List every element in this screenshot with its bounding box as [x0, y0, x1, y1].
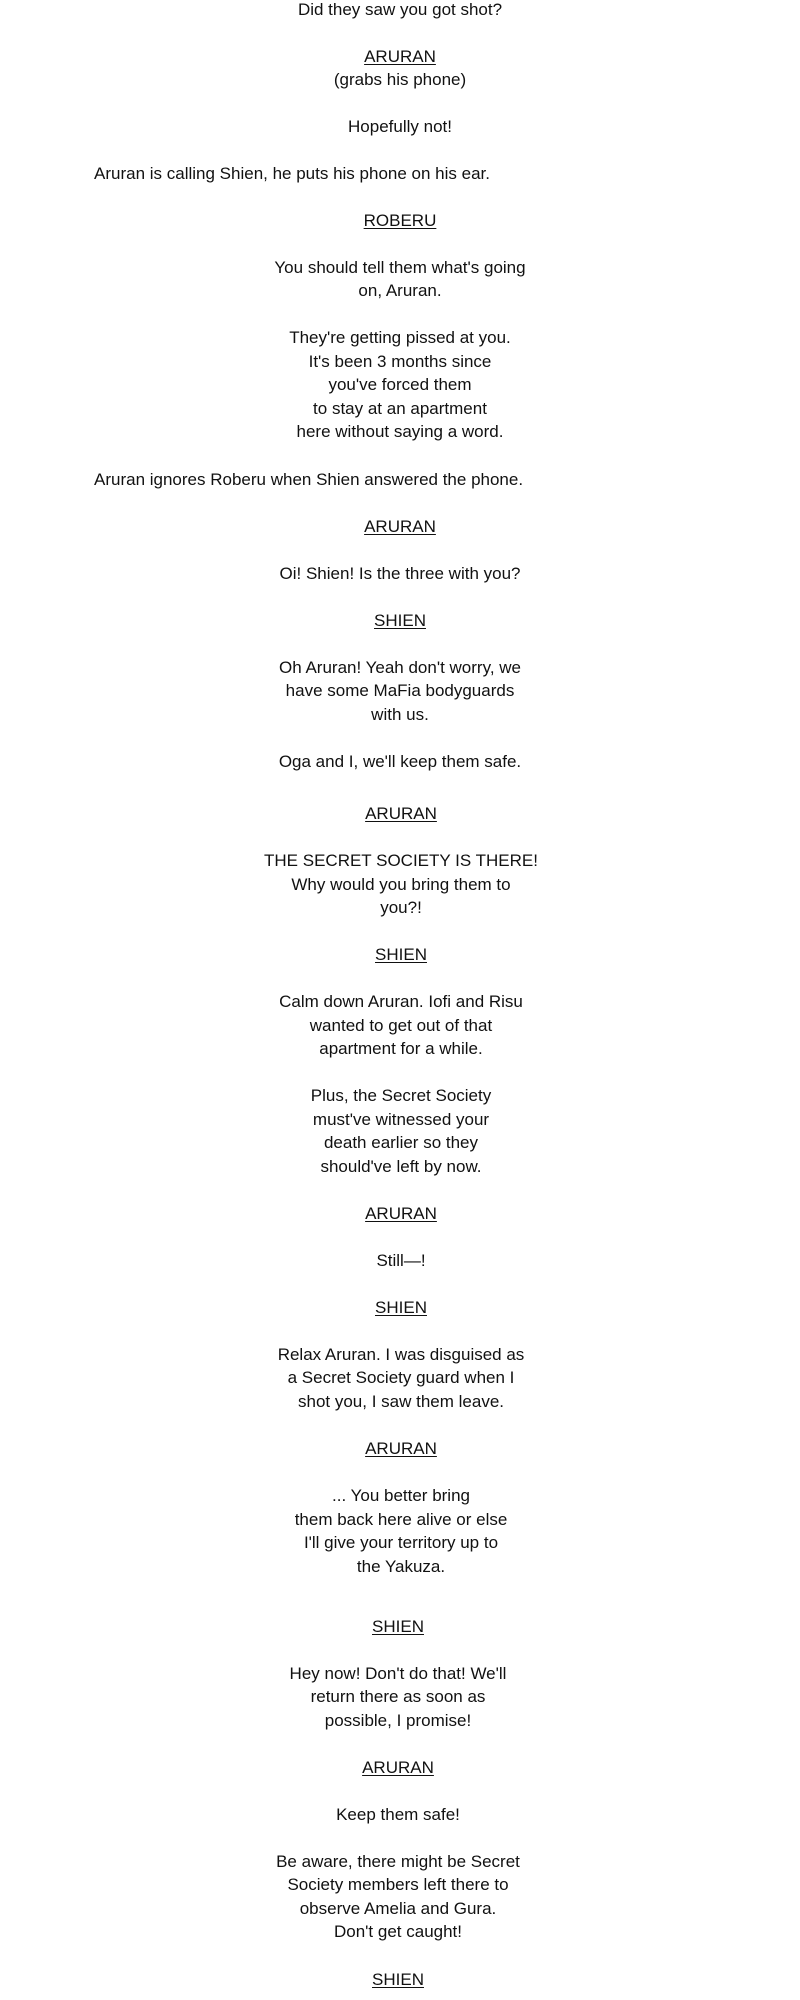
character-name: ARURAN — [362, 1758, 434, 1777]
dialogue-line: Oga and I, we'll keep them safe. — [278, 752, 522, 771]
dialogue-line: ... You better bring — [332, 1486, 470, 1505]
dialogue-line: They're getting pissed at you. — [289, 328, 511, 347]
dialogue-line: Keep them safe! — [336, 1805, 460, 1824]
parenthetical-line: (grabs his phone) — [333, 70, 467, 89]
character-name: ARURAN — [364, 47, 436, 66]
character-name: SHIEN — [372, 1617, 424, 1636]
dialogue-line: Still—! — [376, 1251, 426, 1270]
dialogue-line: Oi! Shien! Is the three with you? — [279, 564, 521, 583]
dialogue-line: Why would you bring them to — [291, 875, 511, 894]
dialogue-line: Oh Aruran! Yeah don't worry, we — [278, 658, 522, 677]
dialogue-line: them back here alive or else — [294, 1510, 508, 1529]
dialogue-line: should've left by now. — [320, 1157, 482, 1176]
dialogue-line: Don't get caught! — [334, 1922, 462, 1941]
dialogue-line: death earlier so they — [323, 1133, 479, 1152]
character-name: SHIEN — [372, 1970, 424, 1989]
character-name: ARURAN — [364, 517, 436, 536]
dialogue-line: have some MaFia bodyguards — [285, 681, 515, 700]
character-name: ARURAN — [365, 1204, 437, 1223]
dialogue-line: the Yakuza. — [356, 1557, 446, 1576]
character-name: SHIEN — [375, 1298, 427, 1317]
dialogue-line: you've forced them — [328, 375, 472, 394]
dialogue-line: Hey now! Don't do that! We'll — [289, 1664, 507, 1683]
dialogue-line: on, Aruran. — [358, 281, 442, 300]
dialogue-line: Relax Aruran. I was disguised as — [277, 1345, 525, 1364]
character-name: ARURAN — [365, 1439, 437, 1458]
dialogue-line: I'll give your territory up to — [303, 1533, 499, 1552]
dialogue-line: shot you, I saw them leave. — [298, 1392, 504, 1411]
dialogue-line: with us. — [371, 705, 429, 724]
character-name: SHIEN — [375, 945, 427, 964]
dialogue-line: Calm down Aruran. Iofi and Risu — [279, 992, 523, 1011]
dialogue-line: wanted to get out of that — [309, 1016, 493, 1035]
action-line: Aruran ignores Roberu when Shien answered the phone. — [94, 470, 524, 489]
dialogue-line: Be aware, there might be Secret — [276, 1852, 520, 1871]
dialogue-line: apartment for a while. — [319, 1039, 483, 1058]
dialogue-line: must've witnessed your — [312, 1110, 490, 1129]
dialogue-line: here without saying a word. — [296, 422, 504, 441]
dialogue-line: It's been 3 months since — [308, 352, 492, 371]
dialogue-line: Plus, the Secret Society — [310, 1086, 492, 1105]
dialogue-line: You should tell them what's going — [274, 258, 526, 277]
dialogue-line: possible, I promise! — [324, 1711, 472, 1730]
character-name: ROBERU — [363, 211, 437, 230]
dialogue-line: observe Amelia and Gura. — [299, 1899, 497, 1918]
dialogue-line: Hopefully not! — [348, 117, 452, 136]
dialogue-line: a Secret Society guard when I — [287, 1368, 515, 1387]
character-name: ARURAN — [365, 804, 437, 823]
dialogue-line: Did they saw you got shot? — [297, 0, 503, 19]
character-name: SHIEN — [374, 611, 426, 630]
dialogue-line: THE SECRET SOCIETY IS THERE! — [264, 851, 538, 870]
action-line: Aruran is calling Shien, he puts his phone on his ear. — [94, 164, 490, 183]
dialogue-line: Society members left there to — [287, 1875, 509, 1894]
dialogue-line: to stay at an apartment — [313, 399, 487, 418]
dialogue-line: return there as soon as — [310, 1687, 486, 1706]
dialogue-line: you?! — [380, 898, 422, 917]
